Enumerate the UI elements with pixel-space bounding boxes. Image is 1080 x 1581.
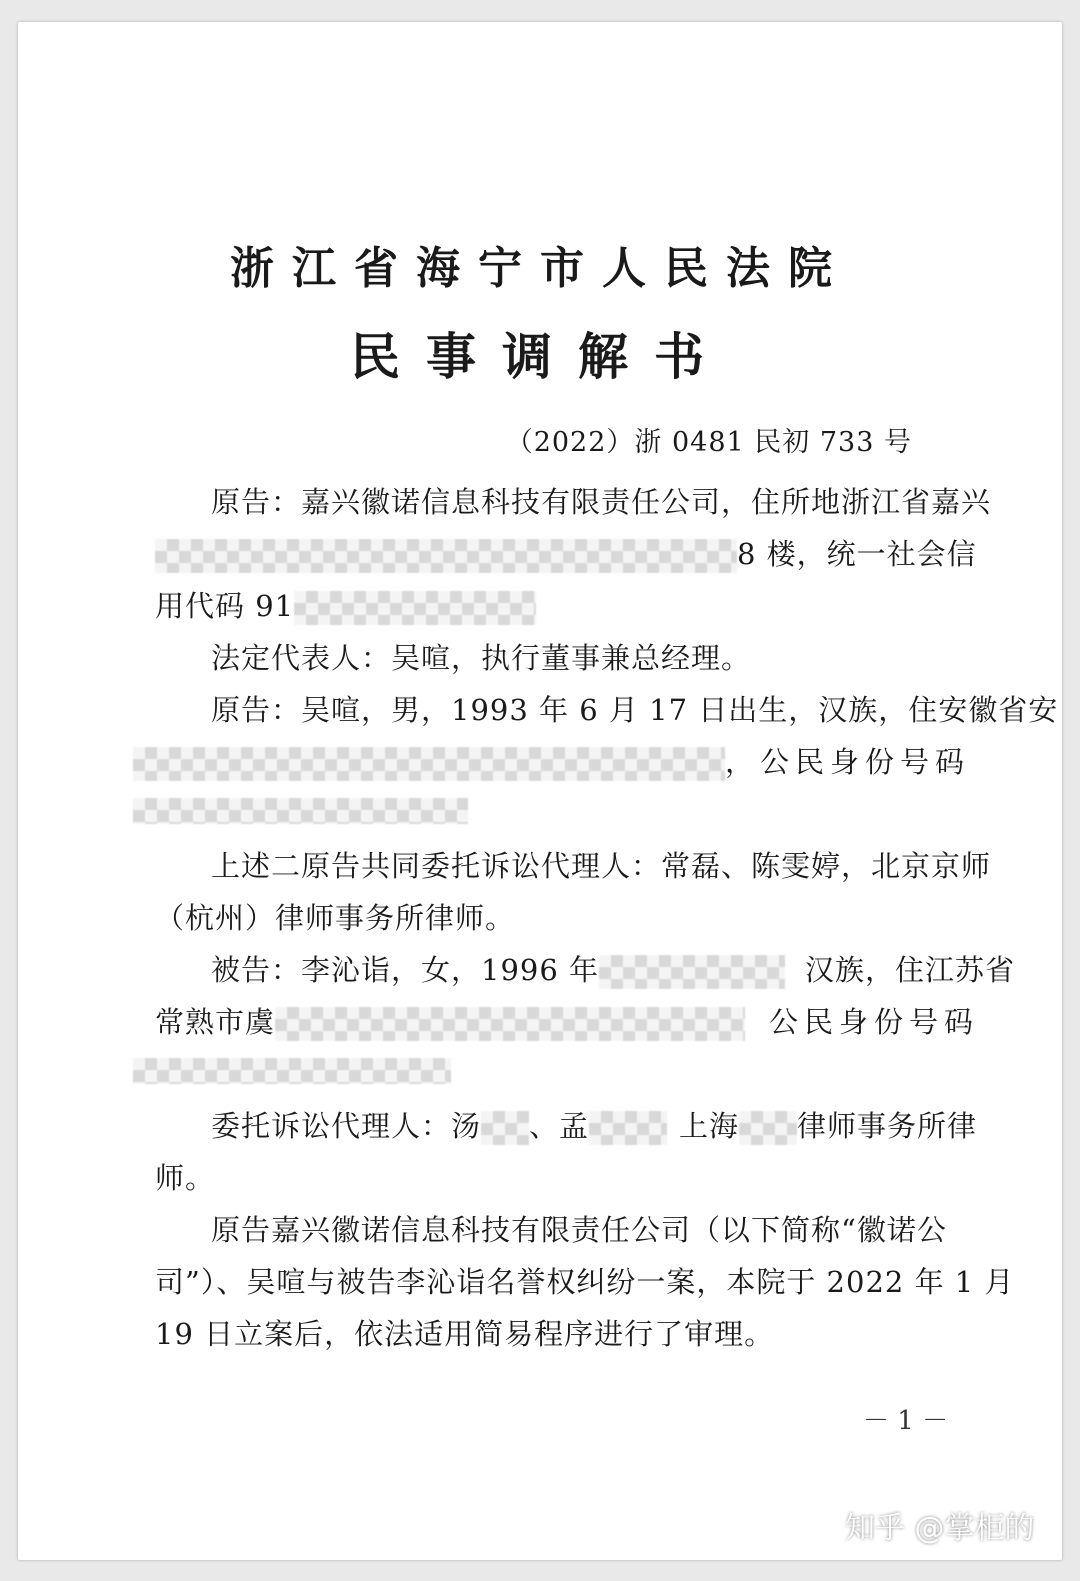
redacted-id-number: [133, 1058, 451, 1084]
id-number-line-1: [133, 792, 468, 826]
case-summary-line-1: 原告嘉兴徽诺信息科技有限责任公司（以下简称“徽诺公: [211, 1213, 947, 1247]
case-number: （2022）浙 0481 民初 733 号: [505, 427, 912, 458]
court-name: 浙江省海宁市人民法院: [230, 243, 850, 294]
defendant-address-line: 常熟市虞 公民身份号码: [155, 1005, 980, 1039]
redacted-name: [481, 1111, 529, 1145]
plaintiff-person-address-line: ，公民身份号码: [133, 740, 970, 781]
watermark: 知乎 @掌柜的: [845, 1511, 1035, 1546]
document-type: 民事调解书: [350, 327, 730, 386]
redacted-address: [275, 1007, 745, 1041]
redacted-id-number: [133, 798, 468, 824]
plaintiff-person-line: 原告：吴喧，男，1993 年 6 月 17 日出生，汉族，住安徽省安: [211, 693, 1059, 727]
case-summary-line-2: 司”）、吴喧与被告李沁诣名誉权纠纷一案，本院于 2022 年 1 月: [155, 1265, 1015, 1299]
redacted-credit-code: [294, 591, 536, 625]
legal-representative-line: 法定代表人：吴喧，执行董事兼总经理。: [211, 641, 752, 675]
redacted-birthdate: [599, 955, 785, 989]
defendant-agent-line: 委托诉讼代理人：汤 、孟 上海 律师事务所律: [211, 1109, 978, 1143]
page-number: － 1 －: [863, 1406, 949, 1436]
plaintiff-company-line: 原告：嘉兴徽诺信息科技有限责任公司，住所地浙江省嘉兴: [211, 485, 992, 519]
law-firm-end-line: 师。: [155, 1161, 216, 1195]
redacted-address: [155, 539, 737, 573]
plaintiff-address-line: 8 楼，统一社会信: [155, 532, 977, 573]
defendant-line: 被告：李沁诣，女，1996 年 汉族，住江苏省: [211, 953, 1016, 987]
redacted-address: [133, 747, 725, 781]
credit-code-line: 用代码 91: [155, 584, 536, 625]
document-page: [18, 22, 1062, 1560]
redacted-name: [589, 1111, 667, 1145]
id-number-line-2: [133, 1052, 451, 1086]
agent-line: 上述二原告共同委托诉讼代理人：常磊、陈雯婷，北京京师: [211, 849, 992, 883]
case-summary-line-3: 19 日立案后，依法适用简易程序进行了审理。: [155, 1317, 775, 1351]
law-firm-line: （杭州）律师事务所律师。: [155, 901, 516, 935]
redacted-firm-name: [739, 1111, 797, 1145]
